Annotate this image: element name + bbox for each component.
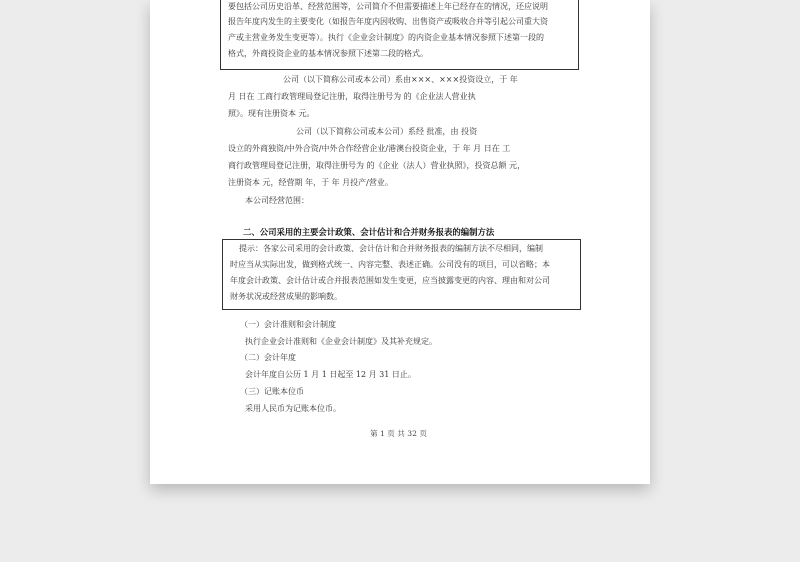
document-page [150,0,650,484]
para2-line: 公司（以下简称公司或本公司）系经 批准，由 投资 [296,127,478,136]
page-number: 第 1 页 共 32 页 [370,429,427,438]
business-scope: 本公司经营范围： [245,196,309,205]
hint-line: 提示：各家公司采用的会计政策、会计估计和合并财务报表的编制方法不尽相同，编制 [239,244,543,253]
hint-line: 财务状况或经营成果的影响数。 [230,292,342,301]
para2-line: 设立的外商独资/中外合资/中外合作经营企业/港澳台投资企业，于 年 月 日在 工 [228,144,511,153]
para1-line: 照》。现有注册资本 元。 [228,109,315,118]
hint-box-company-overview [220,0,579,70]
item-body: 会计年度自公历 1 月 1 日起至 12 月 31 日止。 [245,370,416,379]
para1-line: 公司（以下简称公司或本公司）系由×××、×××投资设立，于 年 [283,75,518,84]
item-title: （二）会计年度 [240,353,296,362]
hint-line: 报告年度内发生的主要变化（如报告年度内因收购、出售资产或吸收合并等引起公司重大资 [228,17,548,26]
para2-line: 注册资本 元，经营期 年，于 年 月投产/营业。 [228,178,393,187]
hint-line: 格式，外商投资企业的基本情况参照下述第二段的格式。 [228,49,428,58]
item-title: （一）会计准则和会计制度 [240,320,336,329]
para1-line: 月 日在 工商行政管理局登记注册，取得注册号为 的《企业法人营业执 [228,92,476,101]
hint-line: 时应当从实际出发，做到格式统一、内容完整、表述正确。公司没有的项目，可以省略；本 [230,260,550,269]
hint-box-accounting-policies [222,239,581,310]
hint-line: 要包括公司历史沿革、经营范围等，公司简介不但需要描述上年已经存在的情况，还应说明 [228,2,548,11]
item-body: 采用人民币为记账本位币。 [245,404,341,413]
hint-line: 年度会计政策、会计估计或合并报表范围如发生变更，应当披露变更的内容、理由和对公司 [230,276,550,285]
item-title: （三）记账本位币 [240,387,304,396]
section-2-title: 二、公司采用的主要会计政策、会计估计和合并财务报表的编制方法 [243,227,495,237]
para2-line: 商行政管理局登记注册，取得注册号为 的《企业（法人）营业执照》，投资总额 元， [228,161,526,170]
hint-line: 产或主营业务发生变更等）。执行《企业会计制度》的内资企业基本情况参照下述第一段的 [228,33,544,42]
item-body: 执行企业会计准则和《企业会计制度》及其补充规定。 [245,337,437,346]
